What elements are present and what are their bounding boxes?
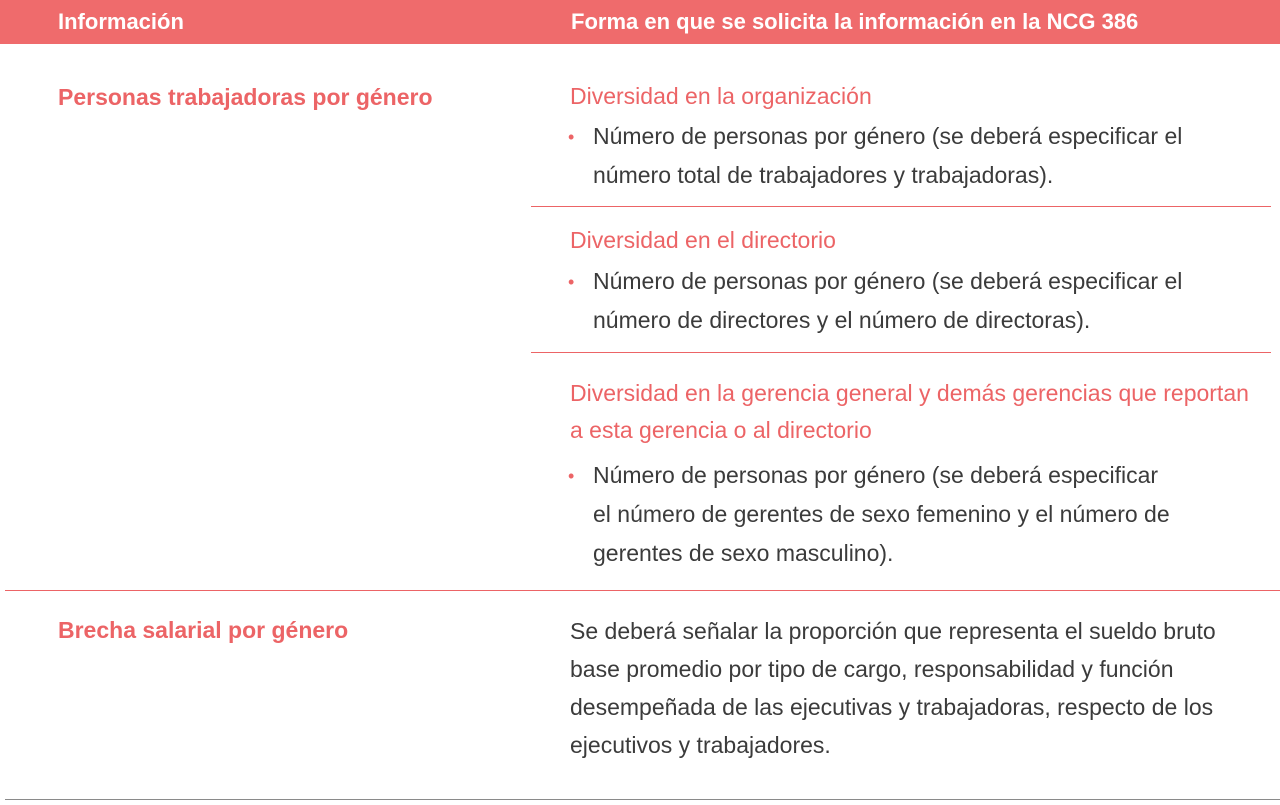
section-heading-gerencia: Diversidad en la gerencia general y demás gerencias que reportan (570, 380, 1249, 406)
section-body-line: gerentes de sexo masculino). (593, 540, 894, 566)
section-heading-organizacion: Diversidad en la organización (570, 83, 872, 109)
paragraph-line: base promedio por tipo de cargo, responsabilidad y función (570, 656, 1174, 682)
section-body-line: el número de gerentes de sexo femenino y el número de (593, 501, 1170, 527)
section-body-line: número total de trabajadores y trabajadoras). (593, 162, 1054, 188)
section-body-line: Número de personas por género (se deberá especificar el (593, 123, 1183, 149)
header-col-informacion: Información (58, 9, 184, 34)
section-heading-gerencia-cont: a esta gerencia o al directorio (570, 417, 872, 443)
row-title-personas: Personas trabajadoras por género (58, 84, 433, 110)
table-header (0, 0, 1280, 44)
header-col-forma: Forma en que se solicita la información en la NCG 386 (571, 9, 1139, 34)
section-body-line: Número de personas por género (se deberá especificar (593, 462, 1159, 488)
section-body-line: Número de personas por género (se deberá especificar el (593, 268, 1183, 294)
section-body-line: número de directores y el número de directoras). (593, 307, 1091, 333)
section-heading-directorio: Diversidad en el directorio (570, 227, 836, 253)
row-divider (5, 590, 1280, 591)
section-divider (531, 206, 1271, 207)
paragraph-line: ejecutivos y trabajadores. (570, 732, 831, 758)
table-bottom-border (5, 799, 1280, 800)
paragraph-line: Se deberá señalar la proporción que representa el sueldo bruto (570, 618, 1216, 644)
section-divider (531, 352, 1271, 353)
bullet-icon: • (568, 466, 575, 486)
row-title-brecha: Brecha salarial por género (58, 617, 349, 643)
bullet-icon: • (568, 272, 575, 292)
bullet-icon: • (568, 127, 575, 147)
paragraph-line: desempeñada de las ejecutivas y trabajadoras, respecto de los (570, 694, 1214, 720)
